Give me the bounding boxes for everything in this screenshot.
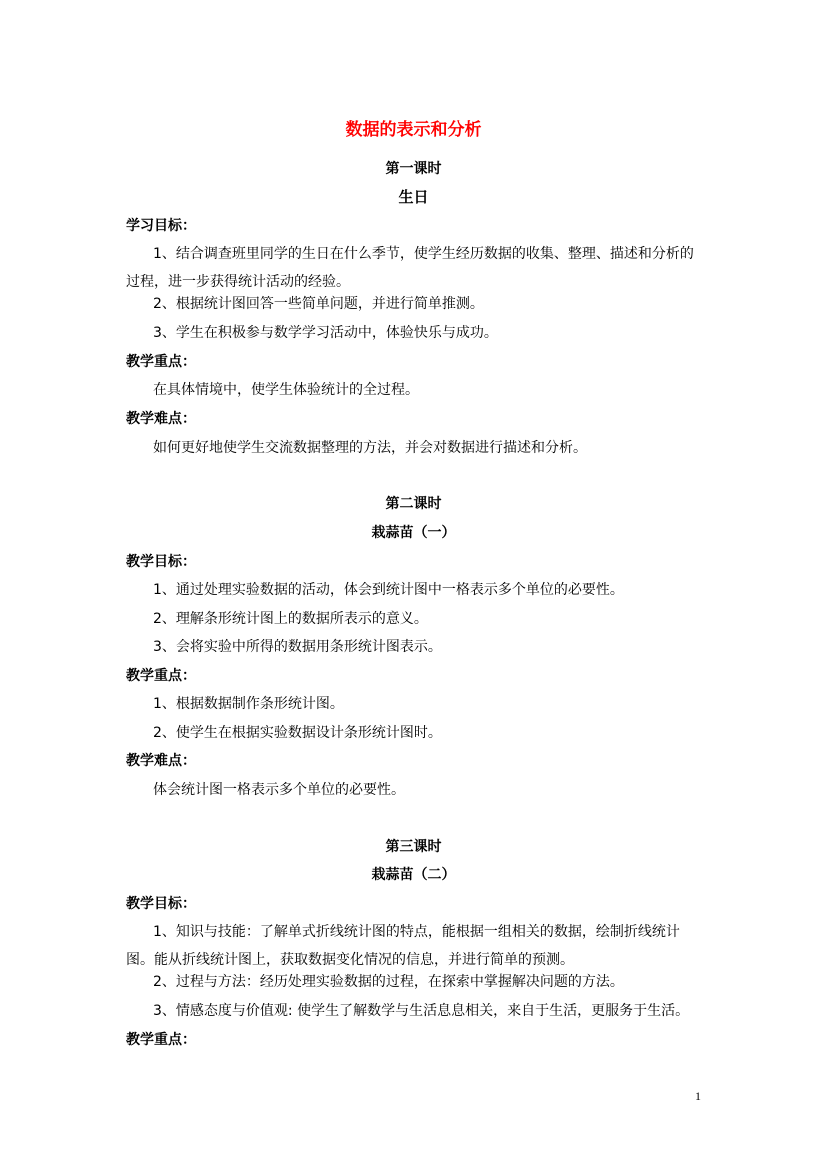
lesson1-label: 第一课时: [385, 161, 442, 177]
lesson3-key-heading: 教学重点：: [126, 1032, 196, 1048]
lesson1-goal-1: 1、结合调查班里同学的生日在什么季节，使学生经历数据的收集、整理、描述和分析的过程，进一步获得统计活动的经验。: [126, 246, 694, 290]
lesson2-topic: 栽蒜苗（一）: [371, 525, 456, 541]
lesson3-goals-heading: 教学目标：: [126, 896, 196, 912]
document-title: 数据的表示和分析: [345, 120, 482, 140]
lesson2-label: 第二课时: [385, 496, 442, 512]
lesson2-key-heading: 教学重点：: [126, 668, 196, 684]
lesson2-key-2: 2、使学生在根据实验数据设计条形统计图时。: [153, 725, 442, 741]
lesson3-goal-2: 2、过程与方法：经历处理实验数据的过程，在探索中掌握解决问题的方法。: [153, 974, 624, 990]
lesson1-key-heading: 教学重点：: [126, 354, 196, 370]
lesson2-goal-3: 3、会将实验中所得的数据用条形统计图表示。: [153, 639, 442, 655]
lesson1-difficult-text: 如何更好地使学生交流数据整理的方法，并会对数据进行描述和分析。: [153, 440, 587, 456]
page-number: 1: [695, 1089, 701, 1103]
lesson3-label: 第三课时: [385, 839, 442, 855]
lesson2-goals-heading: 教学目标：: [126, 554, 196, 570]
lesson1-topic: 生日: [398, 188, 429, 206]
lesson1-goals-heading: 学习目标：: [126, 218, 196, 234]
lesson2-difficult-heading: 教学难点：: [126, 753, 196, 769]
lesson1-goal-2: 2、根据统计图回答一些简单问题，并进行简单推测。: [153, 296, 484, 312]
lesson3-goal-1: 1、知识与技能：了解单式折线统计图的特点，能根据一组相关的数据，绘制折线统计图。能从折线统计图上，获取数据变化情况的信息，并进行简单的预测。: [126, 924, 680, 968]
lesson1-key-text: 在具体情境中，使学生体验统计的全过程。: [153, 382, 419, 398]
lesson3-topic: 栽蒜苗（二）: [371, 867, 456, 883]
lesson1-goal-3: 3、学生在积极参与数学学习活动中，体验快乐与成功。: [153, 325, 498, 341]
lesson3-goal-3: 3、情感态度与价值观: 使学生了解数学与生活息息相关，来自于生活，更服务于生活。: [153, 1003, 690, 1019]
lesson2-goal-1: 1、通过处理实验数据的活动，体会到统计图中一格表示多个单位的必要性。: [153, 582, 624, 598]
lesson2-difficult-text: 体会统计图一格表示多个单位的必要性。: [153, 782, 405, 798]
lesson1-difficult-heading: 教学难点：: [126, 411, 196, 427]
lesson2-key-1: 1、根据数据制作条形统计图。: [153, 696, 344, 712]
lesson2-goal-2: 2、理解条形统计图上的数据所表示的意义。: [153, 611, 428, 627]
